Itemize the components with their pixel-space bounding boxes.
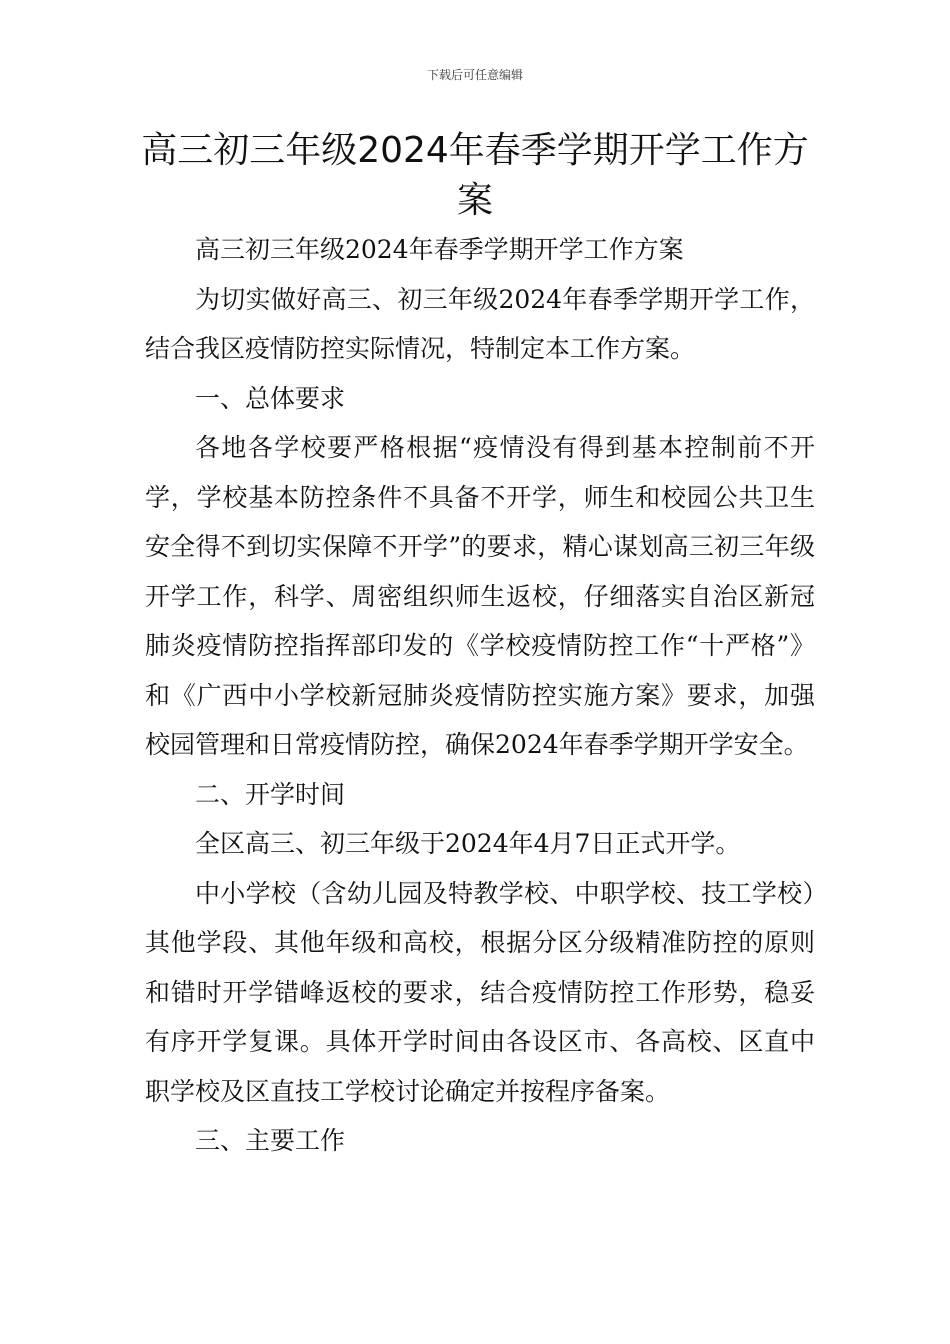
section-heading-school-start-time: 二、开学时间: [195, 779, 346, 809]
document-body: [145, 225, 815, 1166]
paragraph-subtitle: 高三初三年级2024年春季学期开学工作方案: [195, 235, 684, 264]
section-heading-general-requirements: 一、总体要求: [195, 383, 346, 413]
paragraph-start-date: 全区高三、初三年级于2024年4月7日正式开学。: [195, 829, 741, 858]
header-note: 下载后可任意编辑: [426, 68, 523, 82]
paragraph-other-grades: 中小学校（含幼儿园及特教学校、中职学校、技工学校）其他学段、其他年级和高校，根据分区分级精准防控的原则和错时开学错峰返校的要求，结合疫情防控工作形势，稳妥有序开学复课。具体开学时间由各设区市、各高校、区直中职学校及区直技工学校讨论确定并按程序备案。: [145, 878, 815, 1106]
paragraph-general-requirements: 各地各学校要严格根据“疫情没有得到基本控制前不开学，学校基本防控条件不具备不开学，师生和校园公共卫生安全得不到切实保障不开学”的要求，精心谋划高三初三年级开学工作，科学、周密组织师生返校，仔细落实自治区新冠肺炎疫情防控指挥部印发的《学校疫情防控工作“十严格”》和《广西中小学校新冠肺炎疫情防控实施方案》要求，加强校园管理和日常疫情防控，确保2024年春季学期开学安全。: [145, 433, 815, 759]
document-title: 高三初三年级2024年春季学期开学工作方案: [141, 130, 809, 221]
section-heading-main-work: 三、主要工作: [195, 1126, 346, 1155]
paragraph-intro: 为切实做好高三、初三年级2024年春季学期开学工作，结合我区疫情防控实际情况，特制定本工作方案。: [145, 284, 815, 363]
